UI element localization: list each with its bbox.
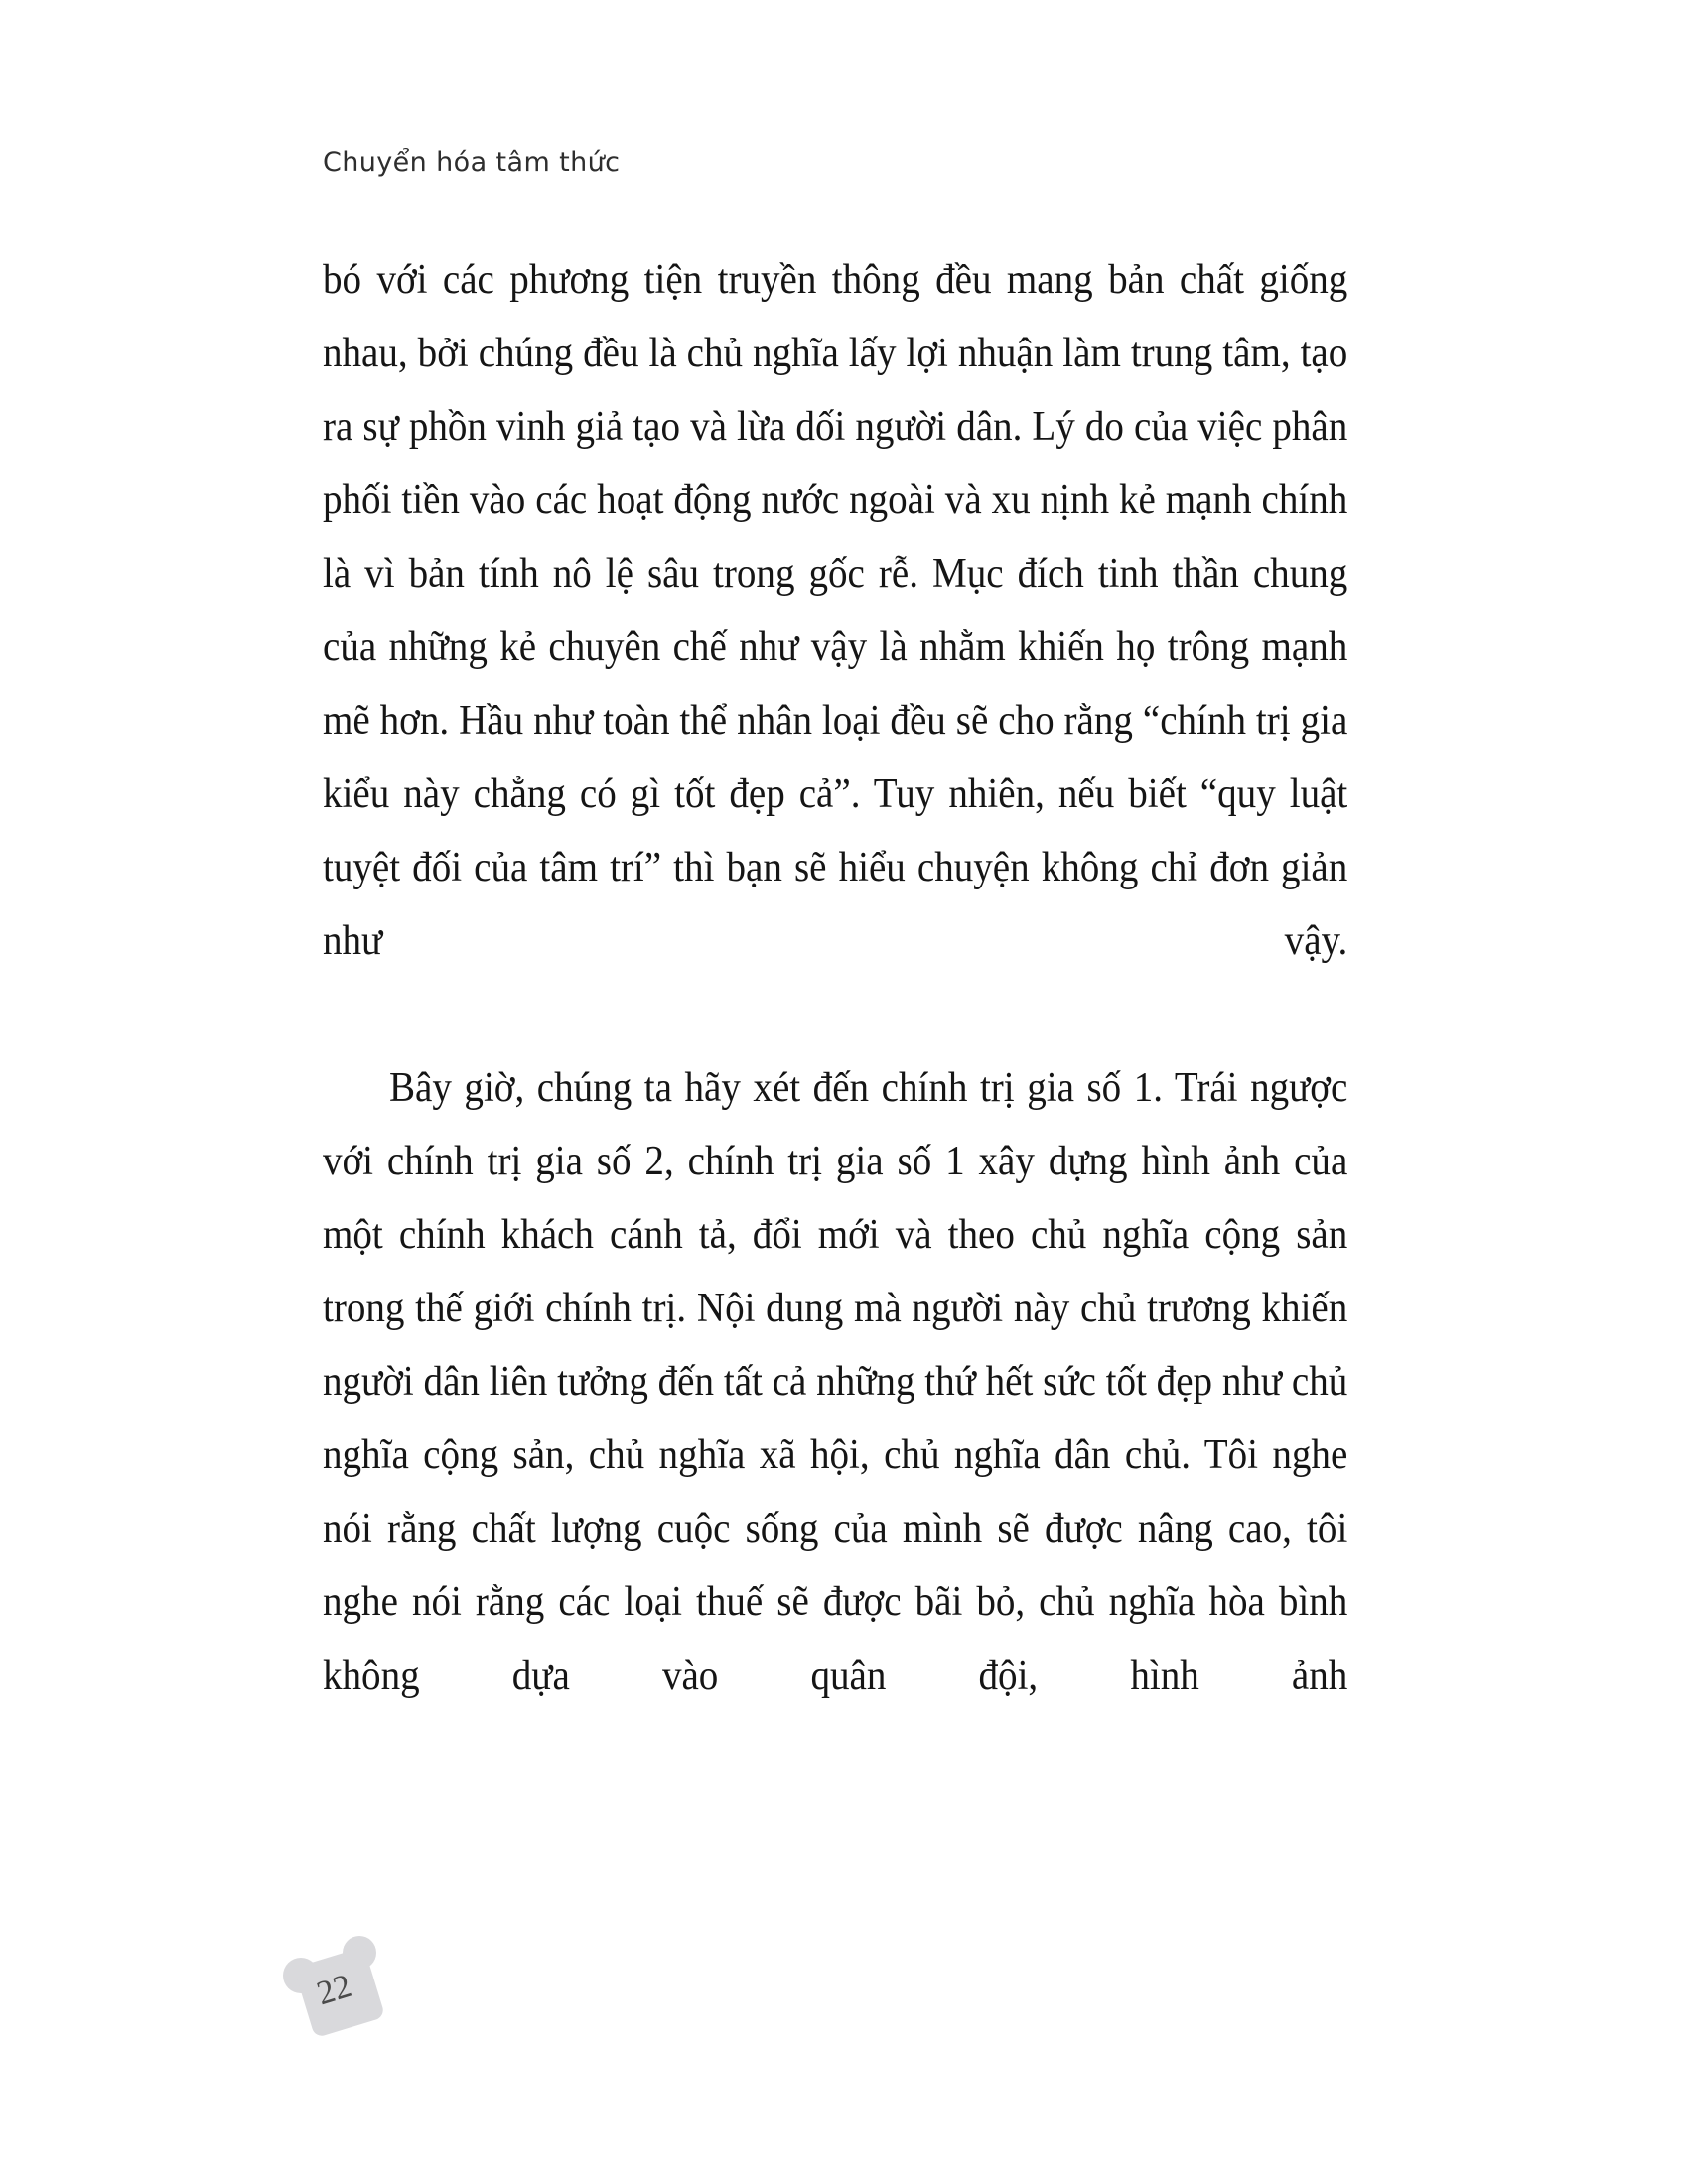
paragraph-1: bó với các phương tiện truyền thông đều mang bản chất giống nhau, bởi chúng đều là chủ nghĩa lấy lợi nhuận làm trung tâm, tạo ra sự phồn vinh giả tạo và lừa dối người dân. Lý do của việc phân phối tiền vào các hoạt động nước ngoài và xu nịnh kẻ mạnh chính là vì bản tính nô lệ sâu trong gốc rễ. Mục đích tinh thần chung của những kẻ chuyên chế như vậy là nhằm khiến họ trông mạnh mẽ hơn. Hầu như toàn thể nhân loại đều sẽ cho rằng “chính trị gia kiểu này chẳng có gì tốt đẹp cả”. Tuy nhiên, nếu biết “quy luật tuyệt đối của tâm trí” thì bạn sẽ hiểu chuyện không chỉ đơn giản như vậy.: [323, 257, 1348, 964]
paragraph-2: Bây giờ, chúng ta hãy xét đến chính trị gia số 1. Trái ngược với chính trị gia số 2, chính trị gia số 1 xây dựng hình ảnh của một chính khách cánh tả, đổi mới và theo chủ nghĩa cộng sản trong thế giới chính trị. Nội dung mà người này chủ trương khiến người dân liên tưởng đến tất cả những thứ hết sức tốt đẹp như chủ nghĩa cộng sản, chủ nghĩa xã hội, chủ nghĩa dân chủ. Tôi nghe nói rằng chất lượng cuộc sống của mình sẽ được nâng cao, tôi nghe nói rằng các loại thuế sẽ được bãi bỏ, chủ nghĩa hòa bình không dựa vào quân đội, hình ảnh: [323, 1065, 1348, 1699]
page-number-ornament: [281, 1936, 388, 2047]
running-head: Chuyển hóa tâm thức: [323, 147, 621, 178]
page-number: 22: [312, 1967, 356, 2013]
body-text-column: [323, 243, 1347, 1786]
